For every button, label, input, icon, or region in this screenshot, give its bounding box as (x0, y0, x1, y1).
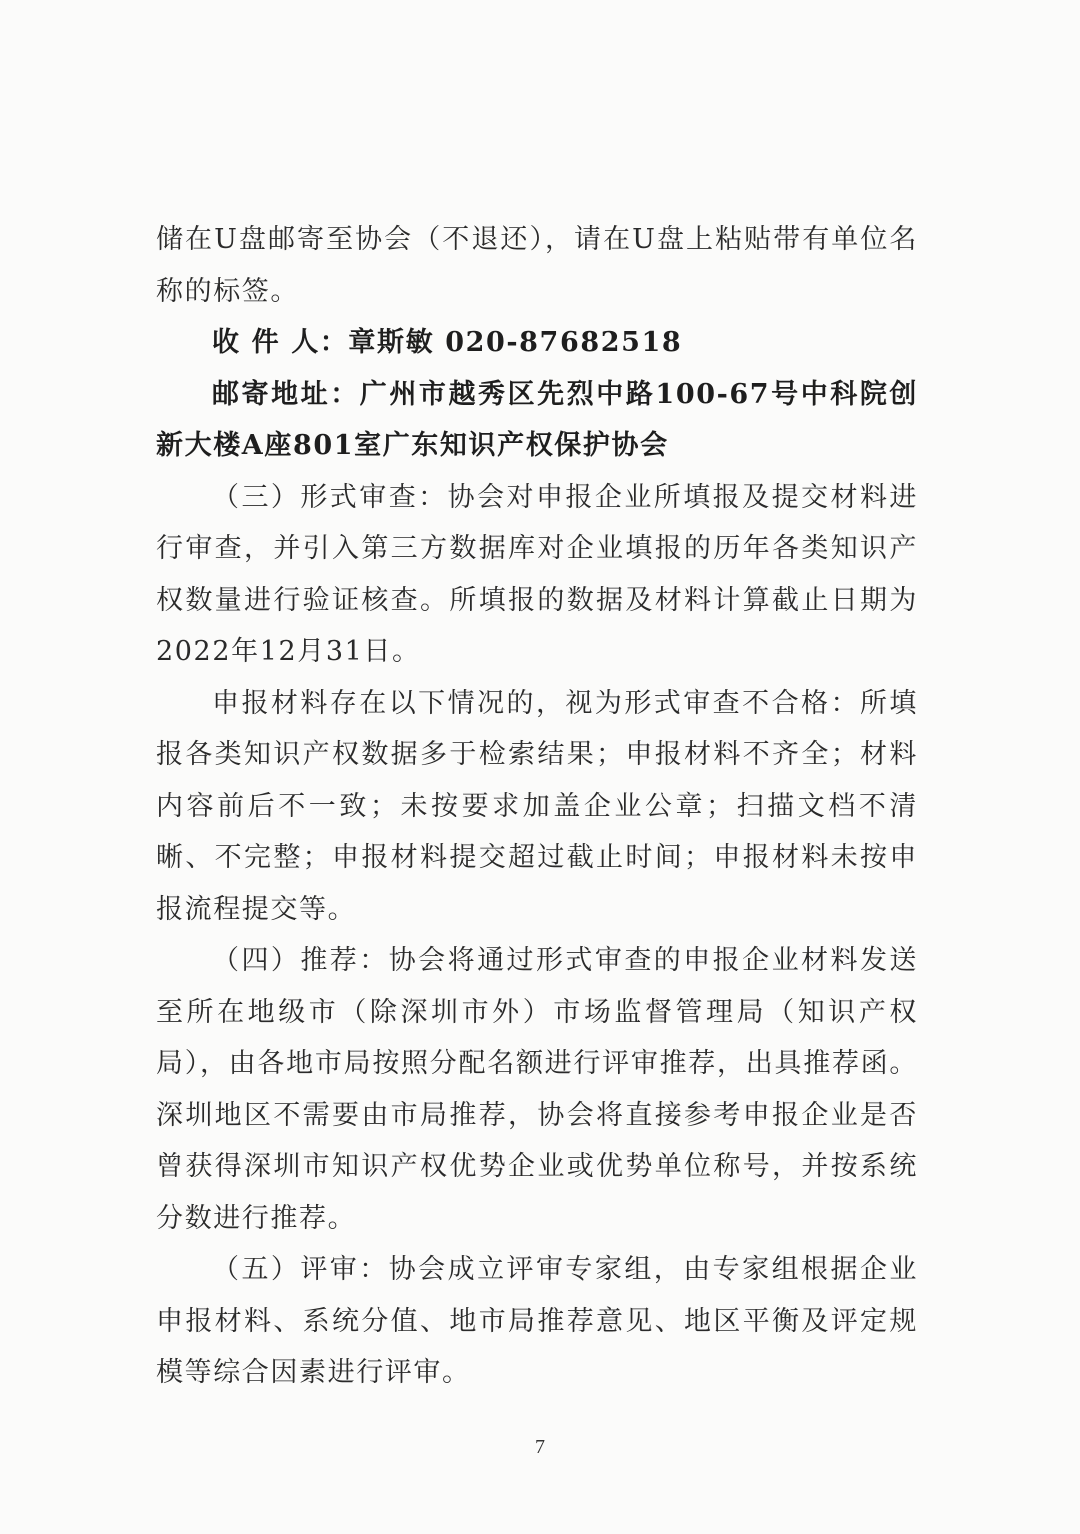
paragraph-review-failure-conditions: 申报材料存在以下情况的，视为形式审查不合格：所填报各类知识产权数据多于检索结果；申报材料不齐全；材料内容前后不一致；未按要求加盖企业公章；扫描文档不清晰、不完整；申报材料提交超过截止时间；申报材料未按申报流程提交等。 (156, 687, 918, 925)
mailing-address: 邮寄地址：广州市越秀区先烈中路100-67号中科院创新大楼A座801室广东知识产权保护协会 (156, 378, 918, 461)
paragraph-usb-label: 储在U盘邮寄至协会（不退还），请在U盘上粘贴带有单位名称的标签。 (156, 224, 918, 307)
paragraph-formal-review: （三）形式审查：协会对申报企业所填报及提交材料进行审查，并引入第三方数据库对企业填报的历年各类知识产权数量进行验证核查。所填报的数据及材料计算截止日期为2022年12月31日。 (156, 481, 918, 667)
recipient-line: 收 件 人：章斯敏 020-87682518 (212, 327, 683, 358)
page-number: 7 (535, 1436, 545, 1458)
document-body (156, 214, 918, 1399)
paragraph-recommendation: （四）推荐：协会将通过形式审查的申报企业材料发送至所在地级市（除深圳市外）市场监督管理局（知识产权局），由各地市局按照分配名额进行评审推荐，出具推荐函。深圳地区不需要由市局推荐，协会将直接参考申报企业是否曾获得深圳市知识产权优势企业或优势单位称号，并按系统分数进行推荐。 (156, 945, 918, 1234)
paragraph-evaluation: （五）评审：协会成立评审专家组，由专家组根据企业申报材料、系统分值、地市局推荐意见、地区平衡及评定规模等综合因素进行评审。 (156, 1254, 918, 1388)
